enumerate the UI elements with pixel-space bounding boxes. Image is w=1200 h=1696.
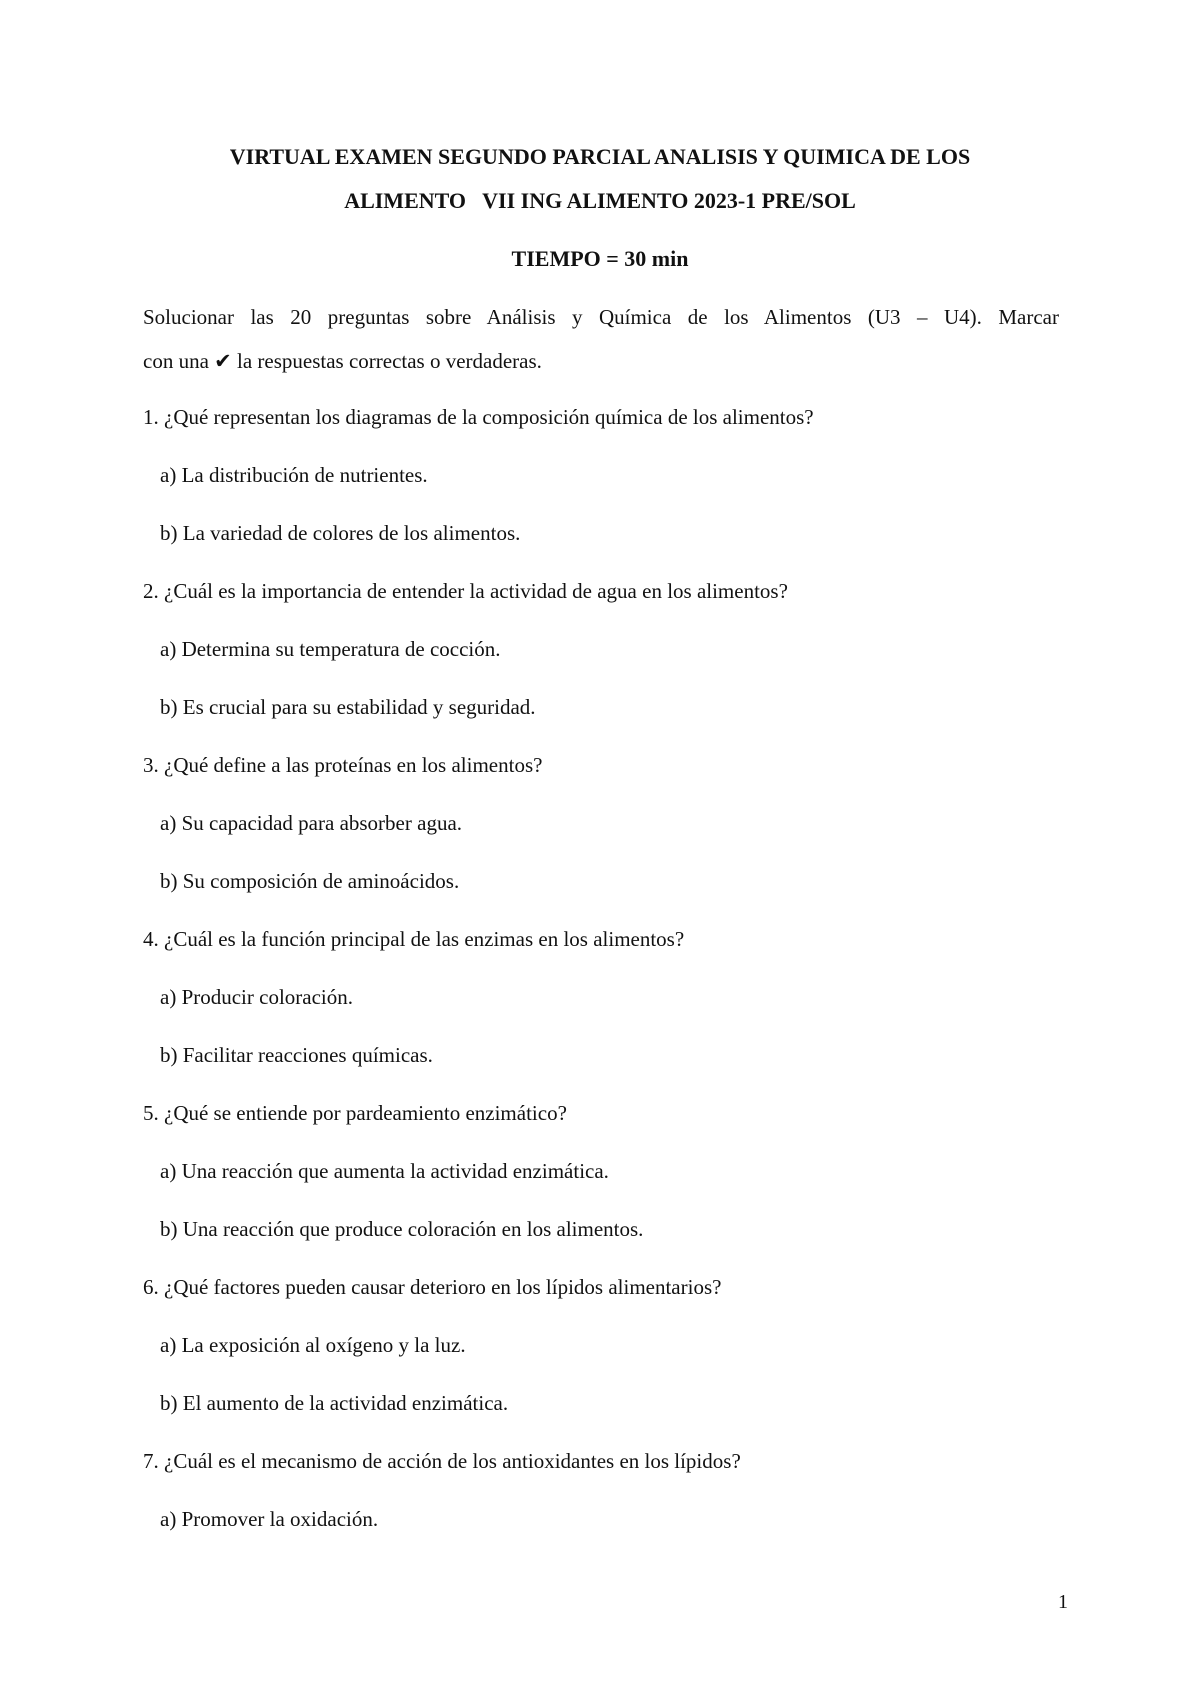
exam-title-line-2: ALIMENTO VII ING ALIMENTO 2023-1 PRE/SOL (344, 188, 856, 213)
question-6: 6. ¿Qué factores pueden causar deterioro en los lípidos alimentarios? (143, 1275, 722, 1299)
page-number: 1 (1058, 1591, 1068, 1613)
question-4-option-a[interactable]: a) Producir coloración. (160, 985, 354, 1009)
question-5: 5. ¿Qué se entiende por pardeamiento enzimático? (143, 1101, 567, 1125)
question-3-option-a[interactable]: a) Su capacidad para absorber agua. (160, 811, 463, 835)
exam-time-limit: TIEMPO = 30 min (511, 246, 689, 271)
question-6-option-b[interactable]: b) El aumento de la actividad enzimática. (160, 1391, 509, 1415)
question-7-option-a[interactable]: a) Promover la oxidación. (160, 1507, 379, 1531)
question-1-option-b[interactable]: b) La variedad de colores de los alimentos. (160, 521, 521, 545)
question-4-option-b[interactable]: b) Facilitar reacciones químicas. (160, 1043, 433, 1067)
question-2: 2. ¿Cuál es la importancia de entender la actividad de agua en los alimentos? (143, 579, 788, 603)
question-2-option-b[interactable]: b) Es crucial para su estabilidad y seguridad. (160, 695, 536, 719)
instructions-line-2: con una ✔ la respuestas correctas o verdaderas. (143, 349, 542, 373)
question-5-option-b[interactable]: b) Una reacción que produce coloración en los alimentos. (160, 1217, 644, 1241)
instructions-line-1: Solucionar las 20 preguntas sobre Análisis y Química de los Alimentos (U3 – U4). Marcar (143, 305, 1059, 329)
question-1-option-a[interactable]: a) La distribución de nutrientes. (160, 463, 428, 487)
question-2-option-a[interactable]: a) Determina su temperatura de cocción. (160, 637, 501, 661)
question-7: 7. ¿Cuál es el mecanismo de acción de los antioxidantes en los lípidos? (143, 1449, 741, 1473)
question-1: 1. ¿Qué representan los diagramas de la composición química de los alimentos? (143, 405, 814, 429)
question-4: 4. ¿Cuál es la función principal de las enzimas en los alimentos? (143, 927, 685, 951)
question-5-option-a[interactable]: a) Una reacción que aumenta la actividad enzimática. (160, 1159, 609, 1183)
question-3-option-b[interactable]: b) Su composición de aminoácidos. (160, 869, 460, 893)
question-6-option-a[interactable]: a) La exposición al oxígeno y la luz. (160, 1333, 466, 1357)
exam-title-line-1: VIRTUAL EXAMEN SEGUNDO PARCIAL ANALISIS Y QUIMICA DE LOS (229, 144, 971, 169)
question-3: 3. ¿Qué define a las proteínas en los alimentos? (143, 753, 543, 777)
